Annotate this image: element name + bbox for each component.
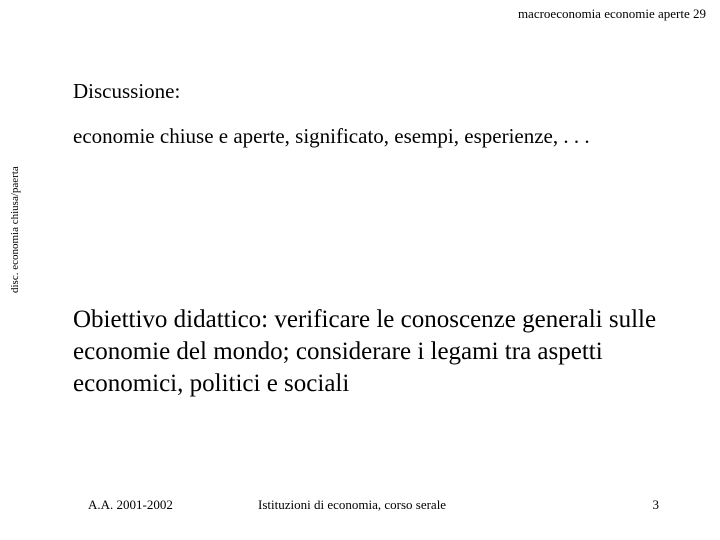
slide-header-title: macroeconomia economie aperte 29 <box>517 6 706 21</box>
footer-page-number: 3 <box>652 497 659 512</box>
vertical-side-label: disc. economia chiusa/paerta <box>9 166 21 293</box>
discussion-heading: Discussione: <box>73 79 181 103</box>
footer-course-name: Istituzioni di economia, corso serale <box>258 497 447 512</box>
teaching-objective: Obiettivo didattico: verificare le conoscenze generali sulle economie del mondo; considerare i legami tra aspetti economici, politici e sociali <box>73 306 657 397</box>
discussion-topics: economie chiuse e aperte, significato, esempi, esperienze, . . . <box>73 124 590 148</box>
footer-academic-year: A.A. 2001-2002 <box>88 497 173 512</box>
